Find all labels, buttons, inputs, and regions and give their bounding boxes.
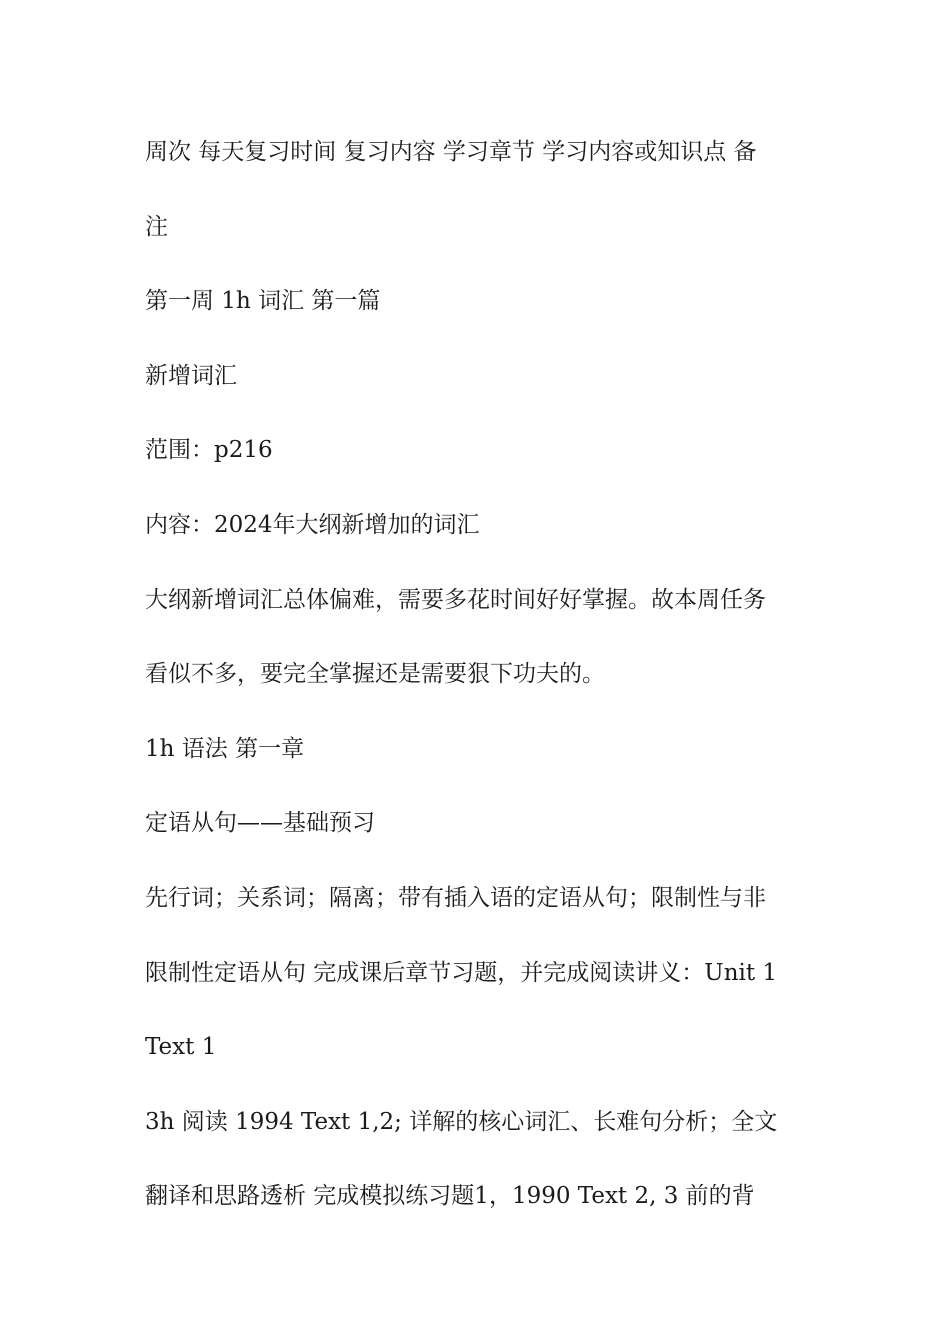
relative-clause-line: 定语从句——基础预习 bbox=[145, 810, 375, 836]
table-header-line-wrap: 注 bbox=[145, 214, 168, 240]
text-reference-line: Text 1 bbox=[145, 1034, 217, 1060]
content-line: 内容：2024年大纲新增加的词汇 bbox=[145, 512, 480, 538]
week-one-line: 第一周 1h 词汇 第一篇 bbox=[145, 288, 381, 314]
grammar-line: 1h 语法 第一章 bbox=[145, 736, 305, 762]
note-line-wrap: 看似不多，要完全掌握还是需要狠下功夫的。 bbox=[145, 661, 605, 687]
reading-line-wrap: 翻译和思路透析 完成模拟练习题1，1990 Text 2, 3 前的背 bbox=[145, 1183, 755, 1209]
new-vocabulary-line: 新增词汇 bbox=[145, 363, 237, 389]
grammar-topics-line-wrap: 限制性定语从句 完成课后章节习题，并完成阅读讲义：Unit 1 bbox=[145, 960, 778, 986]
reading-line: 3h 阅读 1994 Text 1,2; 详解的核心词汇、长难句分析；全文 bbox=[145, 1109, 778, 1135]
scope-line: 范围：p216 bbox=[145, 437, 273, 463]
note-line: 大纲新增词汇总体偏难，需要多花时间好好掌握。故本周任务 bbox=[145, 587, 766, 613]
grammar-topics-line: 先行词；关系词；隔离；带有插入语的定语从句；限制性与非 bbox=[145, 885, 766, 911]
table-header-line: 周次 每天复习时间 复习内容 学习章节 学习内容或知识点 备 bbox=[145, 139, 757, 165]
